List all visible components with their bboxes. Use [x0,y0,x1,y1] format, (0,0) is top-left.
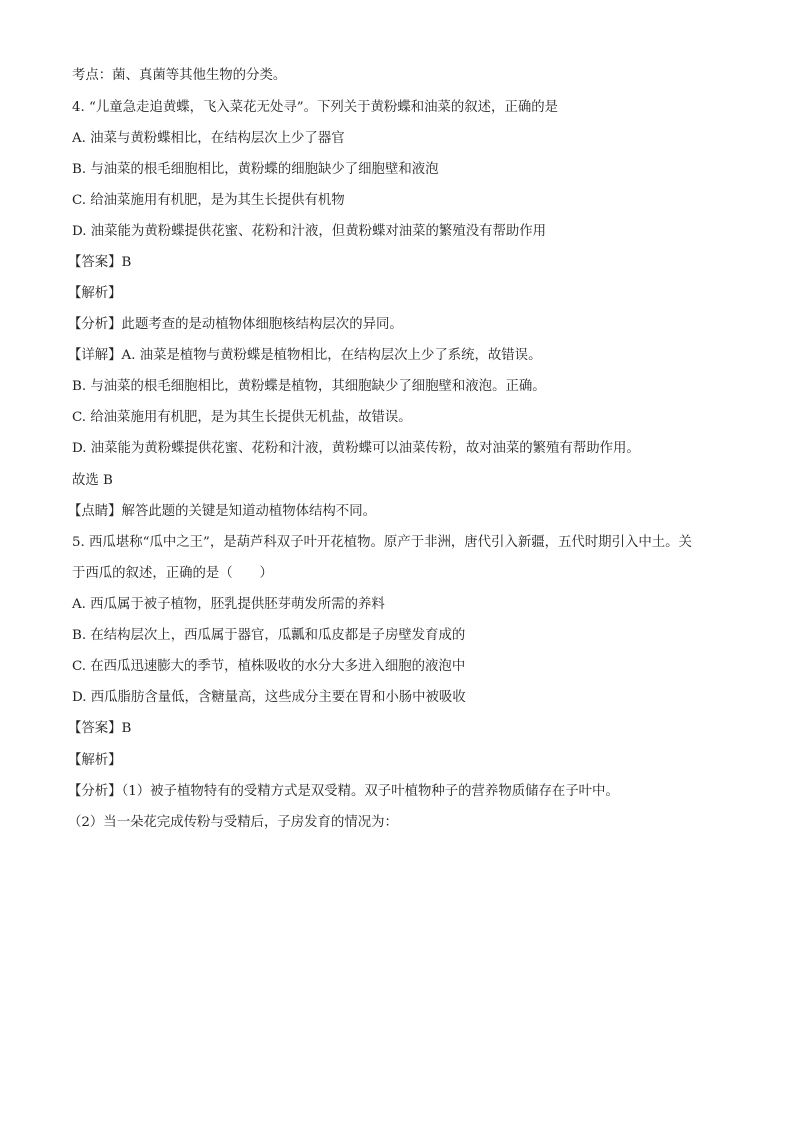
question-5-stem: 5. 西瓜堪称“瓜中之王”，是葫芦科双子叶开花植物。原产于非洲，唐代引入新疆，五代时期引入中土。关 [72,535,692,550]
analysis-label: 【解析】 [68,286,122,301]
question-4-option-a: A. 油菜与黄粉蝶相比，在结构层次上少了器官 [72,131,345,146]
question-5-option-d: D. 西瓜脂肪含量低，含糖量高，这些成分主要在胃和小肠中被吸收 [72,690,466,705]
question-5-option-c: C. 在西瓜迅速膨大的季节，植株吸收的水分大多进入细胞的液泡中 [72,659,466,674]
answer-label: 【答案】B [68,255,132,270]
detail-text: 【详解】A. 油菜是植物与黄粉蝶是植物相比，在结构层次上少了系统，故错误。 [68,348,542,363]
detail-text: B. 与油菜的根毛细胞相比，黄粉蝶是植物，其细胞缺少了细胞壁和液泡。正确。 [72,379,546,394]
analysis-text: 【分析】（1）被子植物特有的受精方式是双受精。双子叶植物种子的营养物质储存在子叶中。 [68,784,619,799]
question-4-option-c: C. 给油菜施用有机肥，是为其生长提供有机物 [72,193,345,208]
question-4-option-b: B. 与油菜的根毛细胞相比，黄粉蝶的细胞缺少了细胞壁和液泡 [72,162,439,177]
answer-label: 【答案】B [68,721,132,736]
question-5-option-a: A. 西瓜属于被子植物，胚乳提供胚芽萌发所需的养料 [72,597,385,612]
question-5-option-b: B. 在结构层次上，西瓜属于器官，瓜瓤和瓜皮都是子房壁发育成的 [72,628,466,643]
analysis-label: 【解析】 [68,753,122,768]
question-4-stem: 4. “儿童急走追黄蝶，飞入菜花无处寻”。下列关于黄粉蝶和油菜的叙述，正确的是 [72,100,559,115]
choice-text: 故选 B [72,473,113,488]
question-5-stem: 于西瓜的叙述，正确的是（ ） [72,566,273,581]
analysis-text: （2）当一朵花完成传粉与受精后，子房发育的情况为： [68,815,398,830]
text-line: 考点：菌、真菌等其他生物的分类。 [72,68,287,83]
key-point-text: 【点睛】解答此题的关键是知道动植物体结构不同。 [68,504,376,519]
question-4-option-d: D. 油菜能为黄粉蝶提供花蜜、花粉和汁液，但黄粉蝶对油菜的繁殖没有帮助作用 [72,224,547,239]
detail-text: D. 油菜能为黄粉蝶提供花蜜、花粉和汁液，黄粉蝶可以油菜传粉，故对油菜的繁殖有帮助作用。 [72,441,640,456]
analysis-text: 【分析】此题考查的是动植物体细胞核结构层次的异同。 [68,317,403,332]
detail-text: C. 给油菜施用有机肥，是为其生长提供无机盐，故错误。 [72,410,412,425]
